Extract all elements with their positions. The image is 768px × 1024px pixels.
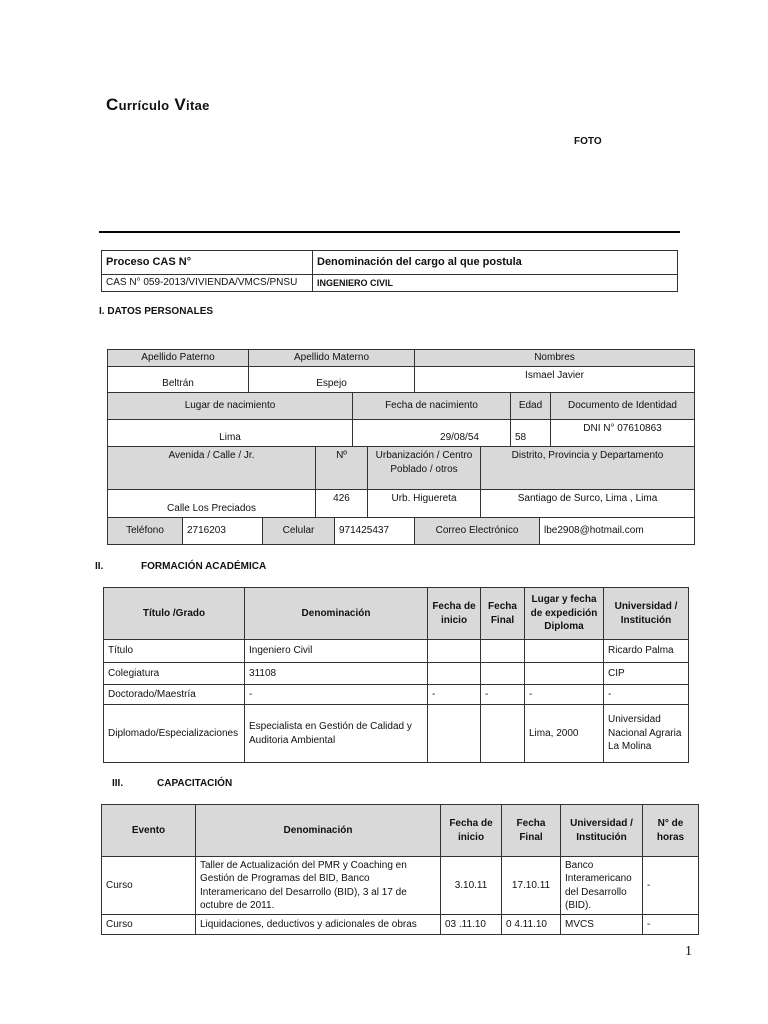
numero-value: 426 <box>316 490 368 518</box>
apellido-materno-value: Espejo <box>249 367 415 393</box>
section-datos-personales: I. DATOS PERSONALES <box>99 306 214 317</box>
table-cell: Taller de Actualización del PMR y Coaching en Gestión de Programas del BID, Banco Interamericano del Desarrollo (BID), 3 al 17 de octubre de 2011. <box>196 857 441 915</box>
personal-table-1 <box>107 349 695 393</box>
table-cell: 17.10.11 <box>502 857 561 915</box>
table-cell: Doctorado/Maestría <box>104 685 245 705</box>
table-cell: CIP <box>604 663 689 685</box>
header-numero: Nº <box>316 447 368 490</box>
table-cell: Universidad Nacional Agraria La Molina <box>604 705 689 763</box>
table-cell <box>481 640 525 663</box>
table-cell: Colegiatura <box>104 663 245 685</box>
header-documento: Documento de Identidad <box>551 393 695 420</box>
table-row <box>102 857 699 915</box>
table-cell <box>481 705 525 763</box>
table-cell: 0 4.11.10 <box>502 915 561 935</box>
formacion-header: Universidad / Institución <box>604 588 689 640</box>
header-apellido-paterno: Apellido Paterno <box>108 350 249 367</box>
table-cell: Ricardo Palma <box>604 640 689 663</box>
distrito-value: Santiago de Surco, Lima , Lima <box>481 490 695 518</box>
table-row <box>104 705 689 763</box>
personal-table-3 <box>107 446 695 518</box>
table-cell: Liquidaciones, deductivos y adicionales de obras <box>196 915 441 935</box>
section-formacion: FORMACIÓN ACADÉMICA <box>141 561 267 572</box>
table-cell: - <box>428 685 481 705</box>
proceso-table <box>101 250 678 292</box>
table-cell: MVCS <box>561 915 643 935</box>
table-cell: - <box>643 857 699 915</box>
document-title: Currículo Vitae <box>106 95 210 114</box>
avenida-value: Calle Los Preciados <box>108 490 316 518</box>
table-cell: 3.10.11 <box>441 857 502 915</box>
table-cell <box>525 640 604 663</box>
table-cell: - <box>643 915 699 935</box>
header-fecha-nacimiento: Fecha de nacimiento <box>353 393 511 420</box>
table-row <box>104 663 689 685</box>
table-cell: - <box>604 685 689 705</box>
header-apellido-materno: Apellido Materno <box>249 350 415 367</box>
proceso-header: Proceso CAS N° <box>102 251 313 275</box>
table-cell: Banco Interamericano del Desarrollo (BID). <box>561 857 643 915</box>
section-capacitacion: CAPACITACIÓN <box>157 778 233 789</box>
formacion-header: Título /Grado <box>104 588 245 640</box>
capacitacion-header: Fecha de inicio <box>441 805 502 857</box>
table-cell: Título <box>104 640 245 663</box>
table-cell: - <box>481 685 525 705</box>
formacion-header: Lugar y fecha de expedición Diploma <box>525 588 604 640</box>
table-cell: Especialista en Gestión de Calidad y Auditoria Ambiental <box>245 705 428 763</box>
table-cell <box>428 640 481 663</box>
capacitacion-table <box>101 804 699 935</box>
header-correo: Correo Electrónico <box>415 518 540 545</box>
urbanizacion-value: Urb. Higuereta <box>368 490 481 518</box>
header-distrito: Distrito, Provincia y Departamento <box>481 447 695 490</box>
header-edad: Edad <box>511 393 551 420</box>
nombres-value: Ismael Javier <box>415 367 695 393</box>
cargo-value: INGENIERO CIVIL <box>313 275 678 292</box>
table-row <box>102 915 699 935</box>
table-cell <box>525 663 604 685</box>
table-row <box>104 685 689 705</box>
formacion-table <box>103 587 689 763</box>
page-number: 1 <box>685 944 692 959</box>
capacitacion-header: Evento <box>102 805 196 857</box>
table-cell <box>481 663 525 685</box>
header-telefono: Teléfono <box>108 518 183 545</box>
header-celular: Celular <box>263 518 335 545</box>
photo-label: FOTO <box>574 136 602 147</box>
cargo-header: Denominación del cargo al que postula <box>313 251 678 275</box>
table-cell: 31108 <box>245 663 428 685</box>
capacitacion-header: Fecha Final <box>502 805 561 857</box>
documento-value: DNI N° 07610863 <box>551 420 695 447</box>
table-cell: Curso <box>102 857 196 915</box>
capacitacion-header: Universidad / Institución <box>561 805 643 857</box>
table-cell: Curso <box>102 915 196 935</box>
personal-table-2 <box>107 392 695 447</box>
table-cell <box>428 663 481 685</box>
formacion-header: Fecha de inicio <box>428 588 481 640</box>
table-cell: - <box>245 685 428 705</box>
celular-value: 971425437 <box>335 518 415 545</box>
personal-table-4 <box>107 517 695 545</box>
lugar-nacimiento-value: Lima <box>108 420 353 447</box>
table-cell: Ingeniero Civil <box>245 640 428 663</box>
section-formacion-number: II. <box>95 561 104 572</box>
header-nombres: Nombres <box>415 350 695 367</box>
table-cell: - <box>525 685 604 705</box>
capacitacion-header: Denominación <box>196 805 441 857</box>
table-row <box>104 640 689 663</box>
formacion-header: Fecha Final <box>481 588 525 640</box>
header-avenida: Avenida / Calle / Jr. <box>108 447 316 490</box>
title-divider <box>99 231 680 233</box>
edad-value: 58 <box>511 420 551 447</box>
header-urbanizacion: Urbanización / Centro Poblado / otros <box>368 447 481 490</box>
header-lugar-nacimiento: Lugar de nacimiento <box>108 393 353 420</box>
correo-value[interactable]: lbe2908@hotmail.com <box>540 518 695 545</box>
fecha-nacimiento-value: 29/08/54 <box>353 420 511 447</box>
telefono-value: 2716203 <box>183 518 263 545</box>
table-cell <box>428 705 481 763</box>
apellido-paterno-value: Beltrán <box>108 367 249 393</box>
proceso-value: CAS N° 059-2013/VIVIENDA/VMCS/PNSU <box>102 275 313 292</box>
capacitacion-header: N° de horas <box>643 805 699 857</box>
table-cell: Lima, 2000 <box>525 705 604 763</box>
table-cell: 03 .11.10 <box>441 915 502 935</box>
formacion-header: Denominación <box>245 588 428 640</box>
section-capacitacion-number: III. <box>112 778 124 789</box>
table-cell: Diplomado/Especializaciones <box>104 705 245 763</box>
